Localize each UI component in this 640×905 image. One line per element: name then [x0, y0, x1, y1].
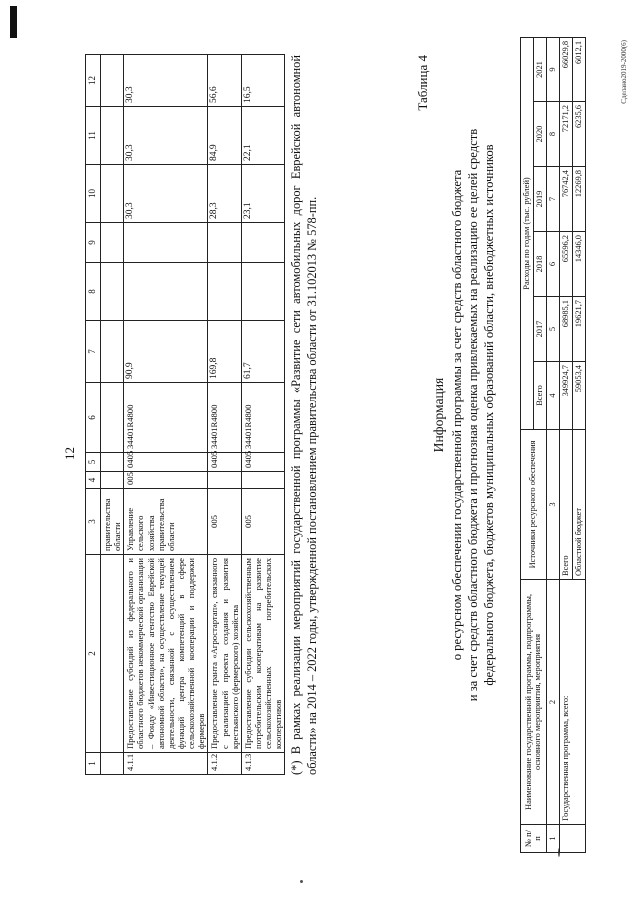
header-cell: 12: [86, 55, 101, 107]
value-cell: 30,3: [124, 165, 208, 223]
value-cell: 6235,6: [572, 102, 585, 167]
value-cell: 6012,1: [572, 37, 585, 101]
row-number: 4.1.1: [124, 753, 208, 775]
executor-cell: 005: [208, 489, 241, 555]
header-cell: № п/п: [521, 825, 547, 853]
executor-cell: Управление сельского хозяйства правительства области: [124, 489, 208, 555]
header-cell: 5: [86, 453, 101, 472]
executor-cell: 005: [241, 489, 285, 555]
value-cell: [124, 223, 208, 263]
year-header: 2019: [533, 167, 546, 232]
value-cell: [208, 263, 241, 321]
header-cell: 8: [86, 263, 101, 321]
rzpr-cell: 0405: [241, 453, 285, 472]
activity-description: Предоставление субсидии сельскохозяйственным потребительским кооперативам на развитие сельскохозяйственных потребительских кооперативов: [241, 555, 285, 753]
value-cell: 61,7: [241, 321, 285, 383]
index-cell: 3: [546, 430, 559, 580]
index-cell: 7: [546, 167, 559, 232]
year-header: 2018: [533, 232, 546, 297]
header-cell: 10: [86, 165, 101, 223]
value-cell: 12269,8: [572, 167, 585, 232]
header-cell: Расходы по годам (тыс. рублей): [521, 37, 534, 429]
value-cell: 66029,8: [559, 37, 572, 101]
value-cell: [241, 263, 285, 321]
source-cell: Всего: [559, 430, 572, 580]
value-cell: 65596,2: [559, 232, 572, 297]
value-cell: 76742,4: [559, 167, 572, 232]
value-cell: 72171,2: [559, 102, 572, 167]
value-cell: 59053,4: [572, 362, 585, 430]
table-row: [124, 55, 208, 775]
value-cell: [208, 223, 241, 263]
header-cell: 4: [86, 472, 101, 489]
header-cell: 1: [86, 753, 101, 775]
header-cell: 11: [86, 107, 101, 165]
heading-title: Информация: [431, 377, 446, 453]
column-index-row: [546, 37, 559, 852]
source-cell: Областной бюджет: [572, 430, 585, 580]
page-number: 12: [62, 447, 77, 460]
value-cell: 349924,7: [559, 362, 572, 430]
rzpr-cell: 0405: [208, 453, 241, 472]
index-cell: 9: [546, 37, 559, 101]
header-cell: 7: [86, 321, 101, 383]
executor-cell: правительства области: [101, 489, 124, 555]
value-cell: [124, 263, 208, 321]
year-header: 2020: [533, 102, 546, 167]
heading-line: о ресурсном обеспечении государственной программы за счет средств областного бюджета: [449, 169, 464, 661]
value-cell: 30,3: [124, 107, 208, 165]
header-cell: 2: [86, 555, 101, 753]
header-cell: Источники ресурсного обеспечения: [521, 430, 547, 580]
csr-cell: 34401R4800: [241, 383, 285, 453]
table-header-row: [521, 37, 534, 852]
header-cell: 6: [86, 383, 101, 453]
footnote: (*) В рамках реализации мероприятий государственной программы «Развитие сети автомобильных дорог Еврейской автономной области» на 2014 – 2022 годы, утвержденной постановлением правительства области от 31.102013 № 578-пп.: [289, 55, 320, 775]
program-name: Государственная программа, всего:: [559, 580, 585, 825]
year-header: 2017: [533, 297, 546, 362]
continuation-row: [101, 55, 124, 775]
section-heading: [430, 55, 498, 775]
index-cell: 5: [546, 297, 559, 362]
header-cell: 9: [86, 223, 101, 263]
activities-table: [85, 54, 285, 775]
value-cell: 169,8: [208, 321, 241, 383]
csr-cell: 34401R4800: [208, 383, 241, 453]
header-cell: Наименование государственной программы, подпрограммы, основного мероприятия, мероприятия: [521, 580, 547, 825]
value-cell: 23,1: [241, 165, 285, 223]
index-cell: 1: [546, 825, 559, 853]
table-header-row: [86, 55, 101, 775]
value-cell: [241, 223, 285, 263]
table-label: Таблица 4: [415, 55, 430, 111]
index-cell: 8: [546, 102, 559, 167]
grbs-cell: [241, 472, 285, 489]
heading-line: федерального бюджета, бюджетов муниципальных образований области, внебюджетных источников: [482, 144, 497, 686]
table-row: [559, 37, 572, 852]
activity-description: Предоставление гранта «Агростартап», связанного с реализацией проекта создания и развития крестьянского (фермерского) хозяйства: [208, 555, 241, 753]
index-cell: 6: [546, 232, 559, 297]
index-cell: 4: [546, 362, 559, 430]
heading-line: и за счет средств областного бюджета и прогнозная оценка привлекаемых на реализацию ее целей средств: [466, 128, 481, 702]
header-cell: 3: [86, 489, 101, 555]
value-cell: 56,6: [208, 55, 241, 107]
value-cell: 19621,7: [572, 297, 585, 362]
value-cell: 22,1: [241, 107, 285, 165]
table-row: [208, 55, 241, 775]
value-cell: 14346,0: [572, 232, 585, 297]
resource-table: [520, 37, 586, 853]
row-number: 4.1.3: [241, 753, 285, 775]
rzpr-cell: 0405: [124, 453, 208, 472]
value-cell: 68985,1: [559, 297, 572, 362]
csr-cell: 34401R4800: [124, 383, 208, 453]
row-number: 4.1.2: [208, 753, 241, 775]
value-cell: 16,5: [241, 55, 285, 107]
footer-code: Сделано2019-2000(6): [620, 40, 628, 104]
grbs-cell: [208, 472, 241, 489]
index-cell: 2: [546, 580, 559, 825]
table-row: [241, 55, 285, 775]
value-cell: 90,9: [124, 321, 208, 383]
year-header: 2021: [533, 37, 546, 101]
activity-description: Предоставление субсидий из федерального и областного бюджетов некоммерческой организации – Фонду «Инвестиционное агентство Еврейской автономной области», на осуществление текущей деятельности, связанной с осуществлением функций центра компетенций в сфере сельскохозяйственной кооперации и поддержки фермеров: [124, 555, 208, 753]
grbs-cell: 005: [124, 472, 208, 489]
value-cell: 28,3: [208, 165, 241, 223]
value-cell: 30,3: [124, 55, 208, 107]
value-cell: 84,9: [208, 107, 241, 165]
year-header: Всего: [533, 362, 546, 430]
